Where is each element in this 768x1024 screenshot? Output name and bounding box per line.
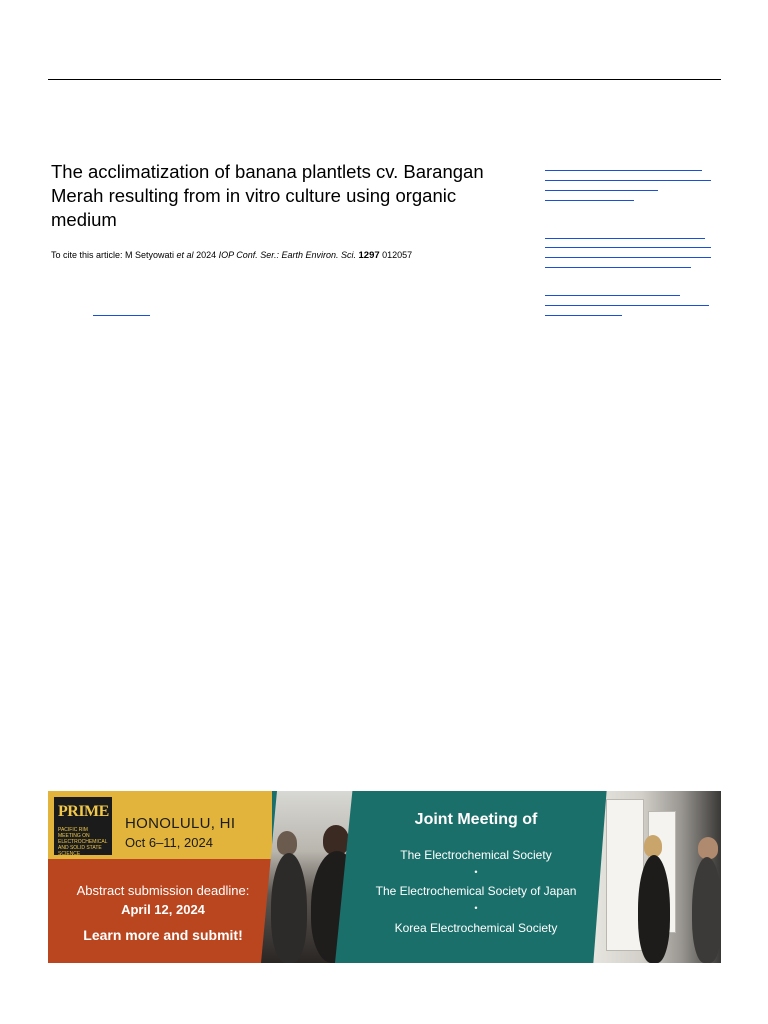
cite-prefix: To cite this article: M Setyowati (51, 250, 177, 260)
header-rule (48, 79, 721, 80)
citation-line (51, 249, 531, 262)
separator-dot: • (474, 867, 478, 877)
ecs-meeting-banner[interactable] (48, 791, 721, 963)
prime-logo: PRIME PACIFIC RIM MEETING ON ELECTROCHEMICAL AND SOLID STATE SCIENCE (54, 797, 112, 855)
view-online-link[interactable] (93, 315, 150, 316)
cite-etal: et al (176, 250, 194, 260)
cite-volume: 1297 (358, 250, 380, 261)
meeting-dates: Oct 6–11, 2024 (125, 835, 213, 850)
cite-article-number: 012057 (379, 250, 413, 260)
article-title: The acclimatization of banana plantlets cv. Barangan Merah resulting from in vitro culture using organic medium (51, 161, 484, 230)
deadline-label: Abstract submission deadline: (76, 883, 250, 898)
poster-session-photo (588, 791, 721, 963)
society-ecs-japan: The Electrochemical Society of Japan (375, 884, 577, 898)
cite-year: 2024 (193, 250, 219, 260)
banner-yellow-panel (48, 791, 272, 859)
society-ecs: The Electrochemical Society (400, 848, 552, 862)
banner-orange-panel (48, 859, 272, 963)
cite-journal: IOP Conf. Ser.: Earth Environ. Sci. (218, 250, 356, 260)
deadline-date: April 12, 2024 (121, 902, 205, 917)
joint-meeting-title: Joint Meeting of (414, 811, 538, 828)
society-korea: Korea Electrochemical Society (394, 921, 558, 935)
meeting-location: HONOLULU, HI (125, 815, 236, 832)
separator-dot: • (474, 903, 478, 913)
learn-more-link[interactable]: Learn more and submit! (83, 927, 243, 943)
